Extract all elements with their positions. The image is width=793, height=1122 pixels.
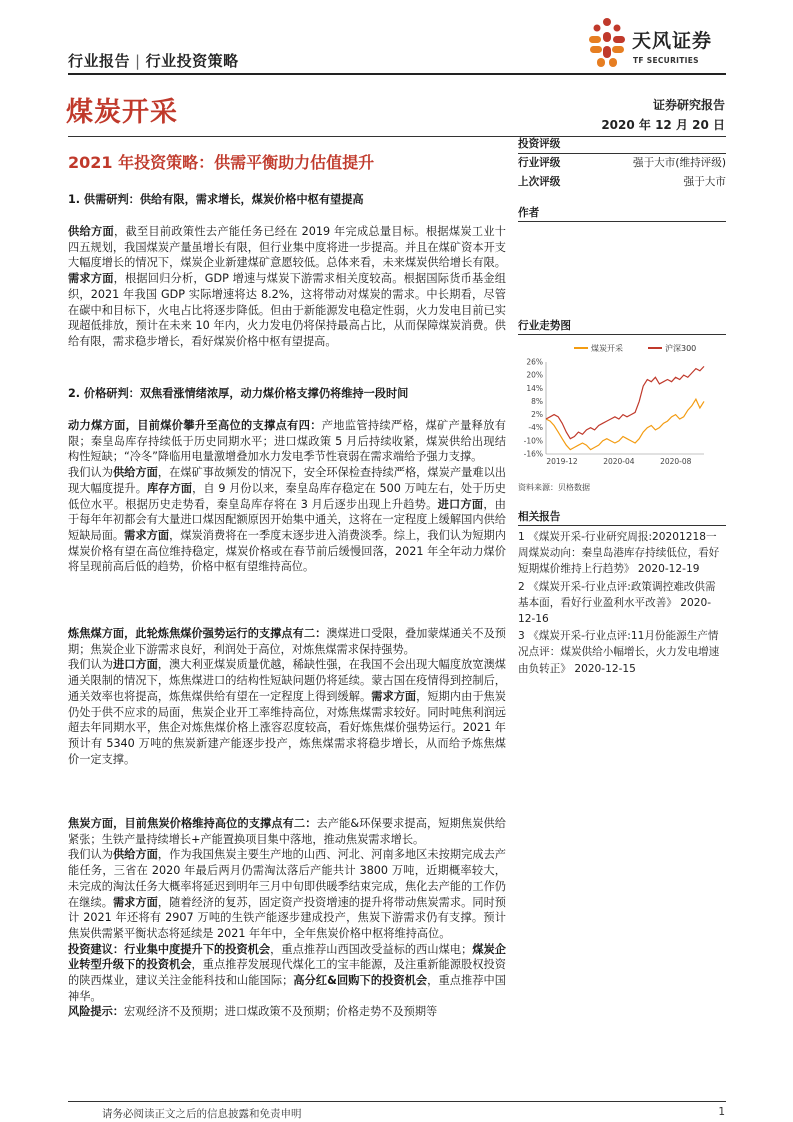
- paragraph: [68, 465, 506, 575]
- text: ，随着经济的复苏，固定资产投资增速的提升将带动焦炭需求。同时预计 2021 年还将有 2907 万吨的生铁产能逐步建成投产，焦炭下游需求仍有支撑。预计焦炭供需紧平衡状态将延续是 2021 年年中，全年焦炭价格中枢将维持高位。: [68, 895, 506, 940]
- trend-box: [518, 318, 726, 335]
- chart-legend: [574, 343, 696, 353]
- bold-term: 需求方面: [371, 689, 417, 703]
- legend-label-0: 煤炭开采: [591, 344, 623, 353]
- section-2-body: [68, 418, 506, 575]
- related-box: [518, 509, 726, 678]
- y-tick-label: 2%: [531, 410, 543, 420]
- text: 我们认为: [68, 466, 113, 480]
- bold-term: 供给方面: [112, 848, 158, 862]
- text: ，由于每年年初都会有大量进口煤因配额原因开始集中通关，这将在一定程度上缓解国内供给短缺局面。: [68, 497, 506, 542]
- prev-rating-label: 上次评级: [518, 176, 561, 188]
- y-tick-label: -16%: [523, 449, 543, 459]
- text: ，作为我国焦炭主要生产地的山西、河北、河南多地区未按期完成去产能任务，三省在 2020 年最后两月仍需淘汰落后产能共计 3800 万吨，近期概率较大，未完成的淘汰任务大概率将延迟到明年三月中旬即供暖季结束完成，焦化去产能的工作仍在继续。: [68, 848, 506, 909]
- company-logo: [584, 14, 734, 74]
- text: ，根据回归分析，GDP 增速与煤炭下游需求相关度较高。根据国际货币基金组织，2021 年我国 GDP 实际增速将达 8.2%，这将带动对煤炭的需求。中长期看，尽管在碳中和目标下，火电占比将逐步降低。但由于新能源发电稳定性弱，火力发电目前已实现超低排放，预计在未来 10 年内，火力发电仍将保持最高占比，从而保障煤炭消费。供给有限，需求稳步增长，看好煤炭价格中枢有望提高。: [68, 272, 506, 348]
- related-list: [518, 529, 726, 677]
- author-box: [518, 205, 726, 222]
- trend-chart: [518, 338, 726, 468]
- page-number: 1: [718, 1106, 725, 1118]
- paragraph: [68, 224, 506, 350]
- section-heading: 1. 供需研判：供给有限，需求增长，煤炭价格中枢有望提高: [68, 193, 364, 206]
- report-date: 2020 年 12 月 20 日: [601, 118, 725, 132]
- x-tick-label: 2020-08: [660, 457, 692, 466]
- y-tick-label: -10%: [523, 436, 543, 446]
- footer-disclaimer[interactable]: 请务必阅读正文之后的信息披露和免责申明: [102, 1108, 302, 1120]
- text: ，重点推荐发展现代煤化工的宝丰能源，及注重新能源股权投资的陕西煤业，建议关注金能科技和山能国际；: [68, 958, 506, 988]
- related-title: 相关报告: [518, 511, 561, 523]
- rating-row: [518, 154, 726, 173]
- chart-series: [546, 366, 704, 449]
- section-2-heading: [68, 386, 506, 402]
- bold-term: 风险提示：: [68, 1005, 124, 1019]
- report-type: 证券研究报告: [652, 98, 725, 112]
- bold-term: 高分红&回购下的投资机会: [293, 974, 428, 988]
- bold-term: 进口方面: [437, 497, 484, 511]
- bold-term: 需求方面: [124, 528, 170, 542]
- series-line: [546, 366, 704, 438]
- y-tick-label: -4%: [528, 423, 543, 433]
- paragraph: [68, 657, 506, 767]
- text: 澳煤进口受限，叠加蒙煤通关不及预期；焦炭企业下游需求良好，利润处于高位，对炼焦煤需求保持强势。: [68, 627, 506, 656]
- paragraph: [68, 1004, 506, 1020]
- category-2: 行业投资策略: [145, 52, 239, 70]
- section-3-body: [68, 626, 506, 767]
- report-category: [68, 50, 239, 71]
- text: 我们认为: [68, 848, 113, 862]
- text: 产地监管持续严格，煤矿产量释放有限；秦皇岛库存持续低于历史同期水平；进口煤政策 5 月后持续收紧，煤炭供给出现结构性短缺；“冷冬”降临用电量激增叠加水力发电季节性衰弱在需求端给予强力支撑。: [68, 419, 506, 464]
- chart-source: 资料来源：贝格数据: [518, 483, 590, 492]
- series-line: [546, 399, 704, 449]
- section-heading: 2. 价格研判：双焦看涨情绪浓厚，动力煤价格支撑仍将维持一段时间: [68, 387, 409, 400]
- text: 宏观经济不及预期；进口煤政策不及预期；价格走势不及预期等: [123, 1005, 438, 1019]
- section-4-body: [68, 816, 506, 1020]
- prev-rating-row: [518, 173, 726, 192]
- category-separator: |: [135, 52, 141, 70]
- x-tick-label: 2020-04: [603, 457, 635, 466]
- page-title: 煤炭开采: [66, 97, 178, 128]
- bold-term: 进口方面: [112, 658, 158, 672]
- bold-term: 投资建议：行业集中度提升下的投资机会: [68, 942, 271, 956]
- trend-rule: [518, 334, 726, 335]
- paragraph: [68, 418, 506, 465]
- related-rule: [518, 525, 726, 526]
- prev-rating-value: 强于大市: [683, 176, 726, 188]
- text: 我们认为: [68, 658, 113, 672]
- bold-term: 供给方面: [112, 466, 158, 480]
- section-1-body: [68, 224, 506, 350]
- bold-term: 动力煤方面，目前煤价攀升至高位的支撑点有四：: [68, 419, 322, 432]
- text: 去产能&环保要求提高，短期焦炭供给紧张；生铁产量持续增长+产能置换项目集中落地，推动焦炭需求增长。: [68, 817, 506, 846]
- paragraph: [68, 847, 506, 941]
- text: ，重点推荐中国神华。: [68, 974, 506, 1003]
- text: ，截至目前政策性去产能任务已经在 2019 年完成总量目标。根据煤炭工业十四五规划，我国煤炭产量虽增长有限，但行业集中度将进一步提高。并且在煤矿资本开支大幅度增长的情况下，煤炭企业新建煤矿意愿较低。总体来看，未来煤炭供给增长有限。: [68, 225, 506, 270]
- y-tick-label: 26%: [526, 357, 543, 367]
- logo-text-cn: 天风证券: [632, 30, 713, 52]
- paragraph: [68, 942, 506, 1005]
- paragraph: [68, 816, 506, 847]
- text: ，煤炭消费将在一季度末逐步进入消费淡季。综上，我们认为短期内煤炭价格有望在高位维持稳定，煤炭价格或在春节前后缓慢回落，2021 年全年动力煤价将呈现前高后低的趋势，价格中枢有望维持高位。: [68, 528, 506, 574]
- y-tick-label: 14%: [526, 383, 543, 393]
- header-rule: [68, 73, 726, 75]
- text: ，自 9 月份以来，秦皇岛库存稳定在 500 万吨左右，处于历史低位水平。根据历史走势看，秦皇岛库存将在 3 月后逐步出现上升趋势。: [68, 481, 506, 511]
- logo-text-en: TF SECURITIES: [633, 56, 699, 65]
- bold-term: 供给方面: [68, 225, 114, 238]
- y-tick-label: 20%: [526, 370, 543, 380]
- related-item[interactable]: 2 《煤炭开采-行业点评:政策调控难改供需基本面，看好行业盈利水平改善》 2020-12-16: [518, 580, 716, 626]
- rating-title: 投资评级: [518, 138, 561, 150]
- author-title: 作者: [518, 207, 540, 219]
- section-1-heading: [68, 192, 506, 208]
- x-tick-label: 2019-12: [546, 457, 578, 466]
- related-item[interactable]: 1 《煤炭开采-行业研究周报:20201218一周煤炭动向：秦皇岛港库存持续低位，看好短期煤价维持上行趋势》 2020-12-19: [518, 531, 720, 576]
- text: ，澳大利亚煤炭质量优越，稀缺性强，在我国不会出现大幅度放宽澳煤通关限制的情况下，炼焦煤进口的结构性短缺问题仍将延续。蒙古国在疫情得到控制后，通关效率也将提高，炼焦煤供给有望在一定程度上得到缓解。: [68, 658, 506, 703]
- bold-term: 库存方面: [147, 481, 193, 495]
- author-rule: [518, 221, 726, 222]
- text: ，在煤矿事故频发的情况下，安全环保检查持续严格，煤炭产量难以出现大幅度提升。: [68, 466, 506, 495]
- bold-term: 炼焦煤方面，此轮炼焦煤价强势运行的支撑点有二：: [68, 627, 327, 640]
- report-subtitle: 2021 年投资策略：供需平衡助力估值提升: [68, 153, 375, 172]
- paragraph: [68, 626, 506, 657]
- bold-term: 需求方面: [68, 272, 114, 286]
- category-1: 行业报告: [68, 52, 131, 70]
- bold-term: 焦炭方面，目前焦炭价格维持高位的支撑点有二：: [68, 817, 317, 830]
- y-axis: [524, 358, 543, 459]
- y-tick-label: 8%: [531, 396, 543, 406]
- logo-flower-icon: [584, 14, 630, 72]
- bold-term: 需求方面: [112, 895, 158, 909]
- rating-label: 行业评级: [518, 157, 561, 169]
- x-axis: [546, 457, 691, 466]
- rating-value: 强于大市(维持评级): [632, 157, 726, 169]
- bold-term: 煤炭企业转型升级下的投资机会: [68, 942, 506, 972]
- related-item[interactable]: 3 《煤炭开采-行业点评:11月份能源生产情况点评：煤炭供给小幅增长，火力发电增速由负转正》 2020-12-15: [518, 630, 720, 675]
- footer-rule: [68, 1101, 726, 1102]
- trend-title: 行业走势图: [518, 320, 571, 332]
- text: ，短期内由于焦炭仍处于供不应求的局面，焦炭企业开工率维持高位，对炼焦煤需求较好。同时吨焦利润远超去年同期水平，焦企对炼焦煤价格上涨容忍度较高，看好炼焦煤价强势运行。2021 年预计有 5340 万吨的焦炭新建产能逐步投产，炼焦煤需求将稳步增长，从而给予炼焦煤价一定支撑。: [68, 689, 506, 766]
- text: ，重点推荐山西国改受益标的西山煤电；: [270, 942, 473, 956]
- legend-label-1: 沪深300: [665, 344, 697, 353]
- rating-box: [518, 136, 726, 192]
